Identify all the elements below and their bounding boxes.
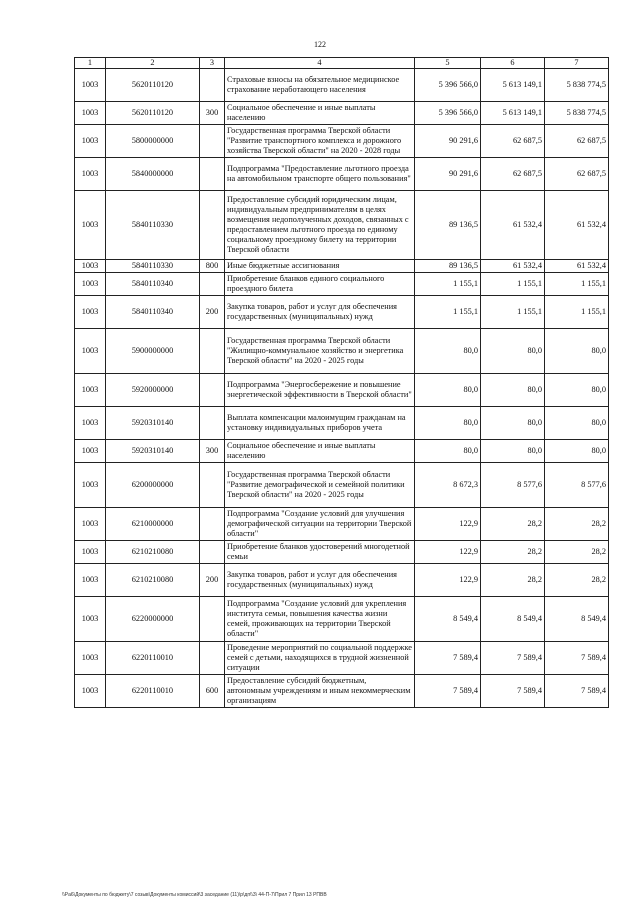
row-item-name: Закупка товаров, работ и услуг для обеспечения государственных (муниципальных) нужд: [225, 564, 415, 597]
row-value-year2: 80,0: [481, 374, 545, 407]
row-expense-type: [200, 273, 225, 296]
table-row: [75, 675, 609, 708]
header-cell: 2: [106, 58, 200, 69]
row-value-year3: 80,0: [545, 329, 609, 374]
row-value-year3: 5 838 774,5: [545, 69, 609, 102]
table-row: [75, 296, 609, 329]
row-value-year3: 28,2: [545, 508, 609, 541]
budget-table: [74, 57, 609, 708]
row-expense-type: 800: [200, 260, 225, 273]
row-value-year2: 8 549,4: [481, 597, 545, 642]
row-value-year3: 7 589,4: [545, 675, 609, 708]
row-section-code: 1003: [75, 158, 106, 191]
row-expense-type: [200, 69, 225, 102]
row-value-year3: 62 687,5: [545, 125, 609, 158]
row-section-code: 1003: [75, 642, 106, 675]
table-row: [75, 463, 609, 508]
row-section-code: 1003: [75, 675, 106, 708]
row-value-year2: 7 589,4: [481, 675, 545, 708]
row-value-year1: 80,0: [415, 407, 481, 440]
row-target-code: 5840110330: [106, 260, 200, 273]
row-value-year3: 61 532,4: [545, 191, 609, 260]
row-value-year2: 80,0: [481, 440, 545, 463]
table-row: [75, 374, 609, 407]
row-expense-type: [200, 407, 225, 440]
table-row: [75, 125, 609, 158]
row-section-code: 1003: [75, 374, 106, 407]
row-value-year2: 5 613 149,1: [481, 102, 545, 125]
row-section-code: 1003: [75, 597, 106, 642]
table-row: [75, 642, 609, 675]
row-target-code: 6210000000: [106, 508, 200, 541]
row-expense-type: 600: [200, 675, 225, 708]
row-value-year3: 80,0: [545, 440, 609, 463]
row-expense-type: 200: [200, 296, 225, 329]
row-section-code: 1003: [75, 541, 106, 564]
row-value-year2: 62 687,5: [481, 158, 545, 191]
header-cell: 1: [75, 58, 106, 69]
table-row: [75, 102, 609, 125]
row-section-code: 1003: [75, 329, 106, 374]
row-section-code: 1003: [75, 564, 106, 597]
row-item-name: Социальное обеспечение и иные выплаты населению: [225, 102, 415, 125]
row-value-year1: 1 155,1: [415, 273, 481, 296]
row-value-year2: 80,0: [481, 407, 545, 440]
row-expense-type: [200, 508, 225, 541]
row-target-code: 5840110340: [106, 296, 200, 329]
row-value-year2: 62 687,5: [481, 125, 545, 158]
row-item-name: Выплата компенсации малоимущим гражданам на установку индивидуальных приборов учета: [225, 407, 415, 440]
row-item-name: Страховые взносы на обязательное медицинское страхование неработающего населения: [225, 69, 415, 102]
row-value-year2: 80,0: [481, 329, 545, 374]
row-expense-type: [200, 374, 225, 407]
row-value-year3: 28,2: [545, 541, 609, 564]
row-value-year3: 62 687,5: [545, 158, 609, 191]
row-value-year1: 90 291,6: [415, 158, 481, 191]
table-row: [75, 260, 609, 273]
row-value-year2: 28,2: [481, 508, 545, 541]
row-value-year1: 80,0: [415, 329, 481, 374]
row-target-code: 5920310140: [106, 440, 200, 463]
row-expense-type: [200, 191, 225, 260]
row-item-name: Социальное обеспечение и иные выплаты населению: [225, 440, 415, 463]
row-value-year1: 122,9: [415, 541, 481, 564]
row-value-year1: 5 396 566,0: [415, 102, 481, 125]
table-row: [75, 407, 609, 440]
row-section-code: 1003: [75, 463, 106, 508]
row-item-name: Предоставление субсидий юридическим лицам, индивидуальным предпринимателям в целях возмещения недополученных доходов, связанных с предоставлением льготного проезда по единому социальному проездному билету на территории Тверской области: [225, 191, 415, 260]
table-row: [75, 69, 609, 102]
row-target-code: 6210210080: [106, 541, 200, 564]
row-target-code: 6210210080: [106, 564, 200, 597]
row-value-year3: 80,0: [545, 374, 609, 407]
row-expense-type: 300: [200, 440, 225, 463]
row-item-name: Государственная программа Тверской области "Развитие демографической и семейной политики Тверской области" на 2020 - 2025 годы: [225, 463, 415, 508]
row-value-year2: 61 532,4: [481, 260, 545, 273]
row-expense-type: 200: [200, 564, 225, 597]
row-value-year2: 28,2: [481, 541, 545, 564]
row-item-name: Государственная программа Тверской области "Жилищно-коммунальное хозяйство и энергетика Тверской области" на 2020 - 2025 годы: [225, 329, 415, 374]
row-expense-type: [200, 597, 225, 642]
row-expense-type: [200, 463, 225, 508]
row-expense-type: [200, 158, 225, 191]
row-value-year1: 5 396 566,0: [415, 69, 481, 102]
row-section-code: 1003: [75, 125, 106, 158]
row-section-code: 1003: [75, 296, 106, 329]
row-value-year1: 7 589,4: [415, 642, 481, 675]
row-target-code: 5840000000: [106, 158, 200, 191]
row-item-name: Закупка товаров, работ и услуг для обеспечения государственных (муниципальных) нужд: [225, 296, 415, 329]
table-header-row: [75, 58, 609, 69]
row-expense-type: [200, 642, 225, 675]
table-row: [75, 541, 609, 564]
row-item-name: Приобретение бланков единого социального проездного билета: [225, 273, 415, 296]
row-target-code: 5840110340: [106, 273, 200, 296]
table-row: [75, 597, 609, 642]
table-row: [75, 508, 609, 541]
row-value-year1: 8 672,3: [415, 463, 481, 508]
row-item-name: Государственная программа Тверской области "Развитие транспортного комплекса и дорожного хозяйства Тверской области" на 2020 - 2028 годы: [225, 125, 415, 158]
row-value-year3: 28,2: [545, 564, 609, 597]
header-cell: 7: [545, 58, 609, 69]
row-value-year1: 122,9: [415, 564, 481, 597]
row-target-code: 6200000000: [106, 463, 200, 508]
row-value-year1: 1 155,1: [415, 296, 481, 329]
row-value-year3: 5 838 774,5: [545, 102, 609, 125]
row-value-year2: 61 532,4: [481, 191, 545, 260]
row-item-name: Предоставление субсидий бюджетным, автономным учреждениям и иным некоммерческим организациям: [225, 675, 415, 708]
row-value-year1: 80,0: [415, 440, 481, 463]
row-item-name: Проведение мероприятий по социальной поддержке семей с детьми, находящихся в трудной жизненной ситуации: [225, 642, 415, 675]
row-value-year3: 1 155,1: [545, 296, 609, 329]
row-value-year1: 89 136,5: [415, 191, 481, 260]
table-row: [75, 273, 609, 296]
row-item-name: Приобретение бланков удостоверений многодетной семьи: [225, 541, 415, 564]
row-target-code: 5620110120: [106, 102, 200, 125]
row-target-code: 5920310140: [106, 407, 200, 440]
row-item-name: Подпрограмма "Энергосбережение и повышение энергетической эффективности в Тверской области": [225, 374, 415, 407]
file-path-footer: \\Pa6\Документы по бюджету\7 созыв\Документы комиссий\3 заседание (11)\p\дп\\3\ 44-П-7\Прил 7 Прил 13 РПВВ: [62, 892, 327, 898]
row-target-code: 6220000000: [106, 597, 200, 642]
page-number: 122: [314, 40, 326, 49]
table-row: [75, 329, 609, 374]
row-value-year3: 1 155,1: [545, 273, 609, 296]
row-value-year2: 7 589,4: [481, 642, 545, 675]
row-value-year1: 89 136,5: [415, 260, 481, 273]
table-row: [75, 191, 609, 260]
row-section-code: 1003: [75, 440, 106, 463]
row-value-year1: 122,9: [415, 508, 481, 541]
row-section-code: 1003: [75, 191, 106, 260]
row-target-code: 5620110120: [106, 69, 200, 102]
row-value-year3: 8 577,6: [545, 463, 609, 508]
header-cell: 4: [225, 58, 415, 69]
row-value-year1: 90 291,6: [415, 125, 481, 158]
row-section-code: 1003: [75, 407, 106, 440]
row-section-code: 1003: [75, 102, 106, 125]
row-expense-type: [200, 329, 225, 374]
row-item-name: Иные бюджетные ассигнования: [225, 260, 415, 273]
header-cell: 3: [200, 58, 225, 69]
table-row: [75, 158, 609, 191]
row-item-name: Подпрограмма "Создание условий для укрепления института семьи, повышения качества жизни семей, проживающих на территории Тверской области": [225, 597, 415, 642]
row-value-year3: 7 589,4: [545, 642, 609, 675]
row-value-year2: 1 155,1: [481, 296, 545, 329]
row-expense-type: [200, 125, 225, 158]
row-value-year2: 28,2: [481, 564, 545, 597]
row-item-name: Подпрограмма "Предоставление льготного проезда на автомобильном транспорте общего пользования": [225, 158, 415, 191]
row-value-year2: 8 577,6: [481, 463, 545, 508]
row-target-code: 6220110010: [106, 675, 200, 708]
row-value-year3: 8 549,4: [545, 597, 609, 642]
row-target-code: 5840110330: [106, 191, 200, 260]
row-value-year3: 61 532,4: [545, 260, 609, 273]
row-value-year1: 8 549,4: [415, 597, 481, 642]
row-section-code: 1003: [75, 508, 106, 541]
row-target-code: 5800000000: [106, 125, 200, 158]
row-expense-type: 300: [200, 102, 225, 125]
row-item-name: Подпрограмма "Создание условий для улучшения демографической ситуации на территории Тверской области": [225, 508, 415, 541]
row-value-year2: 1 155,1: [481, 273, 545, 296]
table-row: [75, 564, 609, 597]
row-section-code: 1003: [75, 260, 106, 273]
row-section-code: 1003: [75, 273, 106, 296]
row-value-year2: 5 613 149,1: [481, 69, 545, 102]
header-cell: 5: [415, 58, 481, 69]
row-section-code: 1003: [75, 69, 106, 102]
row-value-year1: 7 589,4: [415, 675, 481, 708]
row-value-year1: 80,0: [415, 374, 481, 407]
row-value-year3: 80,0: [545, 407, 609, 440]
row-target-code: 5900000000: [106, 329, 200, 374]
row-target-code: 5920000000: [106, 374, 200, 407]
row-target-code: 6220110010: [106, 642, 200, 675]
row-expense-type: [200, 541, 225, 564]
header-cell: 6: [481, 58, 545, 69]
table-row: [75, 440, 609, 463]
